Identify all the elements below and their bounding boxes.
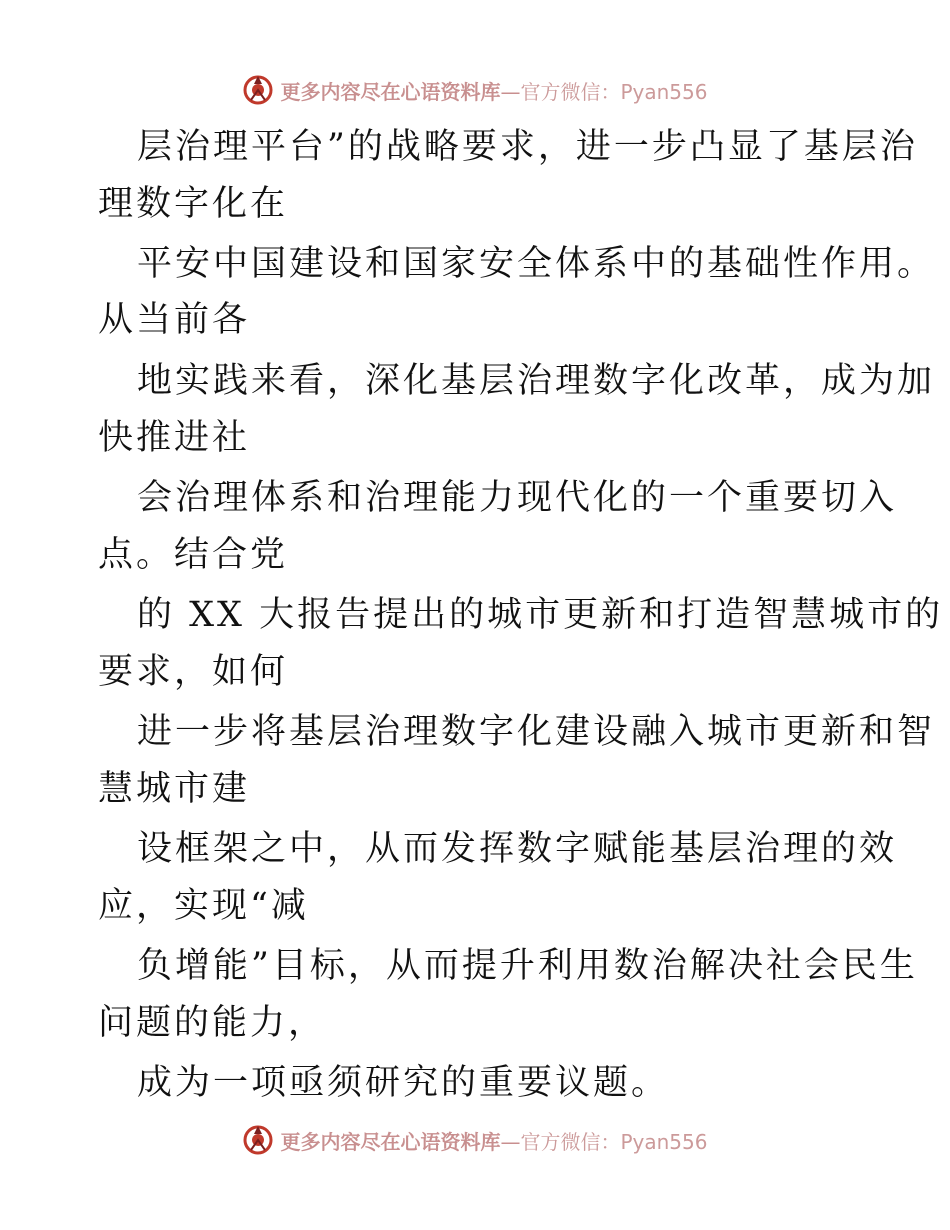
watermark-main: 更多内容尽在心语资料库 xyxy=(280,1129,501,1154)
footer-watermark xyxy=(0,1120,950,1160)
watermark-wechat: 官方微信：Pyan556 xyxy=(520,1129,708,1154)
body-line: 地实践来看，深化基层治理数字化改革，成为加 xyxy=(137,361,936,401)
watermark-dash: — xyxy=(500,79,521,104)
body-line: 会治理体系和治理能力现代化的一个重要切入 xyxy=(137,478,898,518)
body-line: 的 XX 大报告提出的城市更新和打造智慧城市的 xyxy=(137,595,944,635)
body-line: 进一步将基层治理数字化建设融入城市更新和智 xyxy=(137,712,936,752)
watermark-text xyxy=(280,76,707,105)
body-line: 层治理平台”的战略要求，进一步凸显了基层治 xyxy=(137,127,918,167)
header-watermark xyxy=(0,70,950,110)
body-line: 要求，如何 xyxy=(98,652,289,692)
body-line: 从当前各 xyxy=(98,300,251,340)
watermark-text xyxy=(280,1126,707,1155)
body-line: 负增能”目标，从而提升利用数治解决社会民生 xyxy=(137,946,918,986)
body-line: 点。结合党 xyxy=(98,535,289,575)
watermark-wechat: 官方微信：Pyan556 xyxy=(520,79,708,104)
body-line: 平安中国建设和国家安全体系中的基础性作用。 xyxy=(137,244,936,284)
body-line: 慧城市建 xyxy=(98,769,251,809)
body-line: 成为一项亟须研究的重要议题。 xyxy=(137,1063,670,1103)
body-line: 快推进社 xyxy=(98,418,251,458)
body-line: 应，实现“减 xyxy=(98,886,309,926)
body-line: 问题的能力， xyxy=(98,1003,327,1043)
body-line: 理数字化在 xyxy=(98,184,289,224)
logo-icon xyxy=(242,1124,274,1156)
watermark-dash: — xyxy=(500,1129,521,1154)
body-line: 设框架之中，从而发挥数字赋能基层治理的效 xyxy=(137,829,898,869)
logo-icon xyxy=(242,74,274,106)
watermark-main: 更多内容尽在心语资料库 xyxy=(280,79,501,104)
